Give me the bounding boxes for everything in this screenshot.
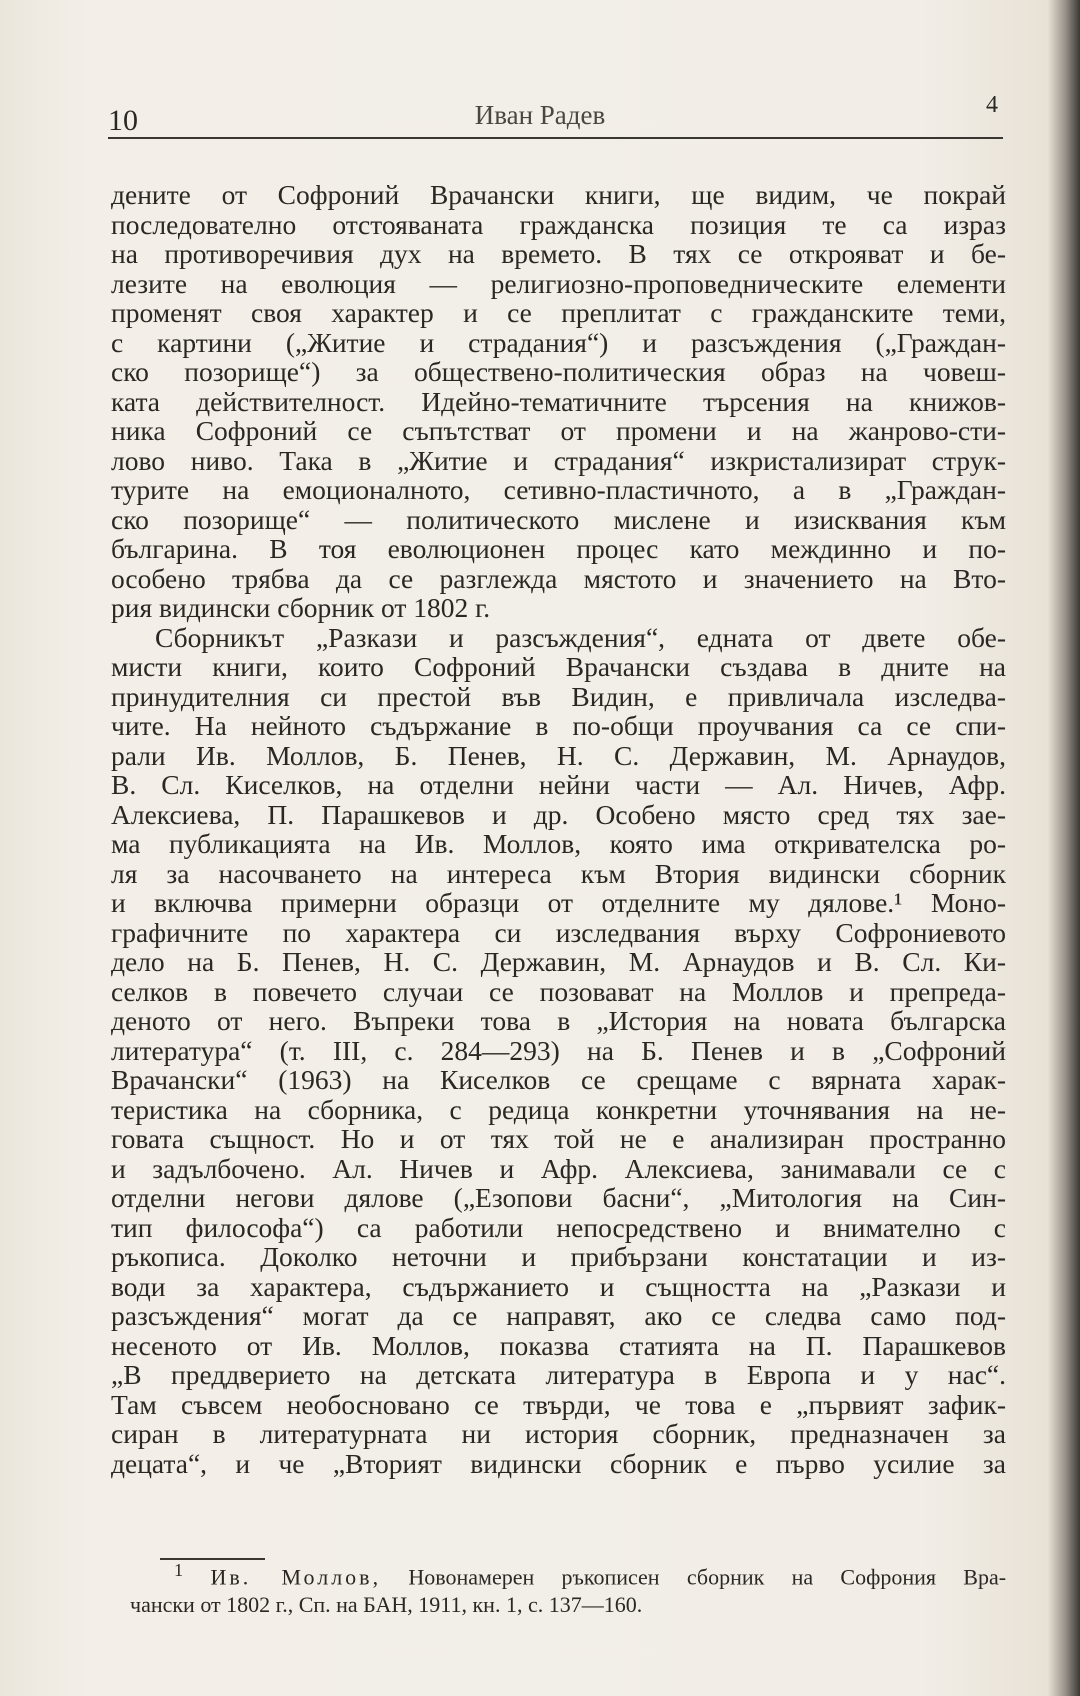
text-line: ника Софроний се съпътстват от промени и на жанрово-сти-: [111, 415, 1006, 446]
text-line: селков в повечето случаи се позовават на Моллов и препреда-: [111, 975, 1006, 1007]
text-line: несеното от Ив. Моллов, показва статията на П. Парашкевов: [111, 1329, 1006, 1361]
body-text: [111, 180, 1006, 1478]
text-line: принудителния си престой във Видин, е привличала изследва-: [111, 680, 1006, 712]
corner-mark: 4: [986, 92, 998, 118]
text-line: и включва примерни образци от отделните му дялове.¹ Моно-: [111, 887, 1006, 918]
text-line: „В преддверието на детската литература в Европа и у нас“.: [111, 1359, 1006, 1390]
text-line: разсъждения“ могат да се направят, ако се следва само под-: [111, 1300, 1006, 1331]
text-line: ката действителност. Идейно-тематичните търсения на книжов-: [111, 385, 1006, 417]
text-line: говата същност. Но и от тях той не е анализиран пространно: [111, 1123, 1006, 1154]
text-line: деното от него. Въпреки това в „История на новата българска: [111, 1005, 1006, 1036]
text-line: сиран в литературната ни история сборник, предназначен за: [111, 1418, 1006, 1449]
footnote-marker: 1: [174, 1560, 184, 1580]
footnote-author: Ив. Моллов,: [210, 1564, 382, 1590]
text-line: теристика на сборника, с редица конкретни уточнявания на не-: [111, 1093, 1006, 1125]
text-line: децата“, и че „Вторият видински сборник е първо усилие за: [111, 1447, 1006, 1479]
footnote-line: чански от 1802 г., Сп. на БАН, 1911, кн. 1, с. 137—160.: [130, 1592, 643, 1618]
text-line: Сборникът „Разкази и разсъждения“, едната от двете обе-: [155, 621, 1006, 653]
text-line: дело на Б. Пенев, Н. С. Державин, М. Арнаудов и В. Сл. Ки-: [111, 946, 1006, 977]
text-line: Врачански“ (1963) на Киселков се срещаме с вярната харак-: [111, 1064, 1006, 1095]
text-line: Там съвсем необосновано се твърди, че това е „първият зафик-: [111, 1388, 1006, 1420]
text-line: с картини („Житие и страдания“) и разсъждения („Граждан-: [111, 326, 1006, 358]
text-line: лезите на еволюция — религиозно-проповедническите елементи: [111, 267, 1006, 299]
text-line: Алексиева, П. Парашкевов и др. Особено място сред тях зае-: [111, 798, 1006, 830]
text-line: мисти книги, които Софроний Врачански създава в дните на: [111, 651, 1006, 682]
text-line: на противоречивия дух на времето. В тях се открояват и бе-: [111, 238, 1006, 269]
text-line: В. Сл. Киселков, на отделни нейни части — Ал. Ничев, Афр.: [111, 769, 1006, 800]
text-line: отделни негови дялове („Езопови басни“, „Митология на Син-: [111, 1182, 1006, 1213]
footnote: [130, 1556, 1006, 1619]
text-line: променят своя характер и се преплитат с гражданските теми,: [111, 297, 1006, 328]
text-line: тип философа“) са работили непосредствено и внимателно с: [111, 1211, 1006, 1243]
text-line: ля за насочването на интереса към Втория видински сборник: [111, 857, 1006, 889]
text-line: чите. На нейното съдържание в по-общи проучвания са се спи-: [111, 710, 1006, 741]
footnote-line: [130, 1556, 1006, 1591]
text-line: и задълбочено. Ал. Ничев и Афр. Алексиева, занимавали се с: [111, 1152, 1006, 1184]
text-line: рали Ив. Моллов, Б. Пенев, Н. С. Державин, М. Арнаудов,: [111, 739, 1006, 771]
text-line: води за характера, съдържанието и същността на „Разкази и: [111, 1270, 1006, 1302]
text-line: последователно отстояваната гражданска позиция те са израз: [111, 208, 1006, 240]
running-head: Иван Радев: [474, 100, 606, 130]
text-line: дените от Софроний Врачански книги, ще видим, че покрай: [111, 179, 1006, 210]
text-line: ско позорище“ — политическото мислене и изисквания към: [111, 503, 1006, 535]
text-line: литература“ (т. III, с. 284—293) на Б. Пенев и в „Софроний: [111, 1034, 1006, 1066]
text-line: графичните по характера си изследвания върху Софрониевото: [111, 916, 1006, 948]
text-line: българина. В тоя еволюционен процес като междинно и по-: [111, 533, 1006, 564]
page-number: 10: [108, 104, 138, 137]
header-rule: [108, 137, 1003, 139]
text-line: рия видински сборник от 1802 г.: [111, 592, 491, 623]
text-line: лово ниво. Така в „Житие и страдания“ изкристализират струк-: [111, 444, 1006, 476]
text-line: особено трябва да се разглежда мястото и значението на Вто-: [111, 562, 1006, 594]
text-line: ръкописа. Доколко неточни и прибързани констатации и из-: [111, 1241, 1006, 1272]
text-line: ско позорище“) за обществено-политическия образ на човеш-: [111, 356, 1006, 387]
text-line: турите на емоционалното, сетивно-пластичното, а в „Граждан-: [111, 474, 1006, 505]
text-line: ма публикацията на Ив. Моллов, която има откривателска ро-: [111, 828, 1006, 859]
footnote-title: Новонамерен ръкописен сборник на Софрония Вра-: [408, 1564, 1007, 1590]
